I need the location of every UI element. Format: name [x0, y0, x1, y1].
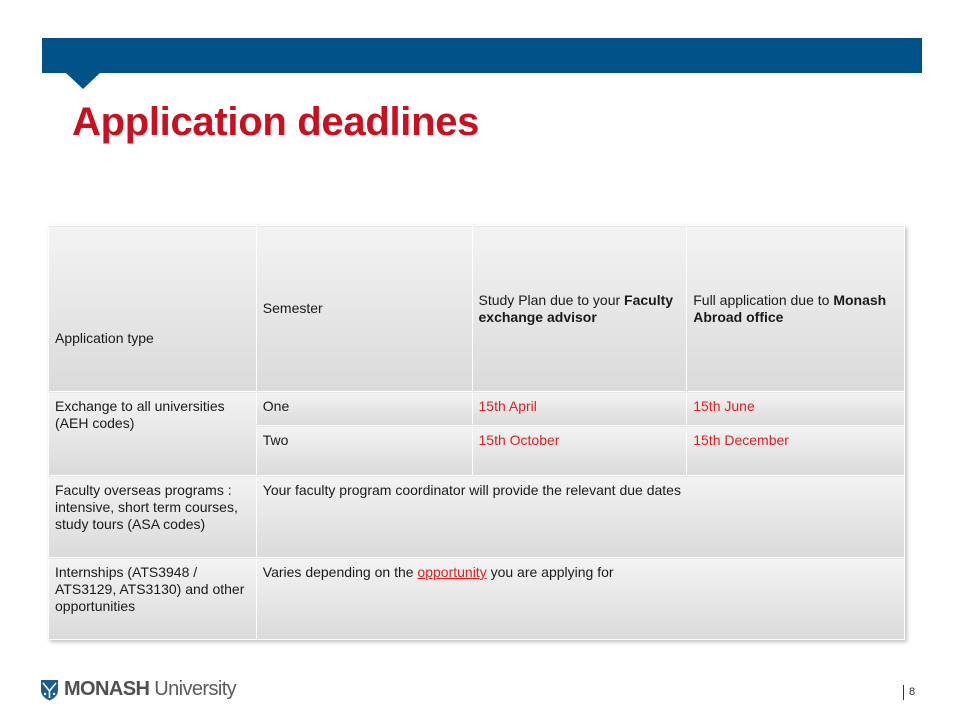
header-application-type: Application type	[49, 226, 257, 392]
study-plan-due-cell: 15th April	[472, 392, 687, 426]
header-study-plan	[472, 226, 687, 392]
table-header-row	[49, 226, 905, 392]
table-row	[49, 476, 905, 558]
internships-note-prefix: Varies depending on the	[262, 564, 418, 580]
header-study-plan-emphasis: Faculty exchange advisor	[478, 291, 674, 325]
table-row	[49, 558, 905, 640]
full-application-due-cell: 15th December	[687, 426, 905, 476]
logo-wordmark-rest: University	[149, 678, 237, 700]
monash-crest-icon	[40, 679, 59, 701]
header-notch	[66, 73, 100, 89]
opportunity-link[interactable]: opportunity	[417, 564, 487, 580]
table-row	[49, 392, 905, 426]
monash-logo	[40, 678, 236, 701]
study-plan-due-cell: 15th October	[472, 426, 687, 476]
page-number-divider	[903, 685, 904, 700]
page-number: 8	[909, 686, 916, 698]
header-bar	[42, 38, 922, 73]
internships-note-cell	[256, 558, 904, 640]
logo-wordmark-bold: MONASH	[64, 678, 150, 700]
header-full-application	[687, 226, 905, 392]
logo-wordmark	[64, 678, 236, 701]
header-full-application-prefix: Full application due to	[693, 291, 834, 308]
faculty-programs-note-cell: Your faculty program coordinator will provide the relevant due dates	[256, 476, 904, 558]
semester-cell: One	[256, 392, 472, 426]
internships-note-suffix: you are applying for	[486, 564, 614, 580]
faculty-programs-type-cell: Faculty overseas programs : intensive, short term courses, study tours (ASA codes)	[49, 476, 257, 558]
exchange-type-cell: Exchange to all universities (AEH codes)	[49, 392, 257, 476]
deadlines-table	[48, 225, 905, 640]
semester-cell: Two	[256, 426, 472, 476]
header-semester: Semester	[256, 226, 472, 392]
full-application-due-cell: 15th June	[687, 392, 905, 426]
header-full-application-emphasis: Monash Abroad office	[693, 291, 887, 325]
page-title: Application deadlines	[72, 100, 480, 144]
header-study-plan-prefix: Study Plan due to your	[478, 291, 625, 308]
internships-type-cell: Internships (ATS3948 / ATS3129, ATS3130) and other opportunities	[49, 558, 257, 640]
